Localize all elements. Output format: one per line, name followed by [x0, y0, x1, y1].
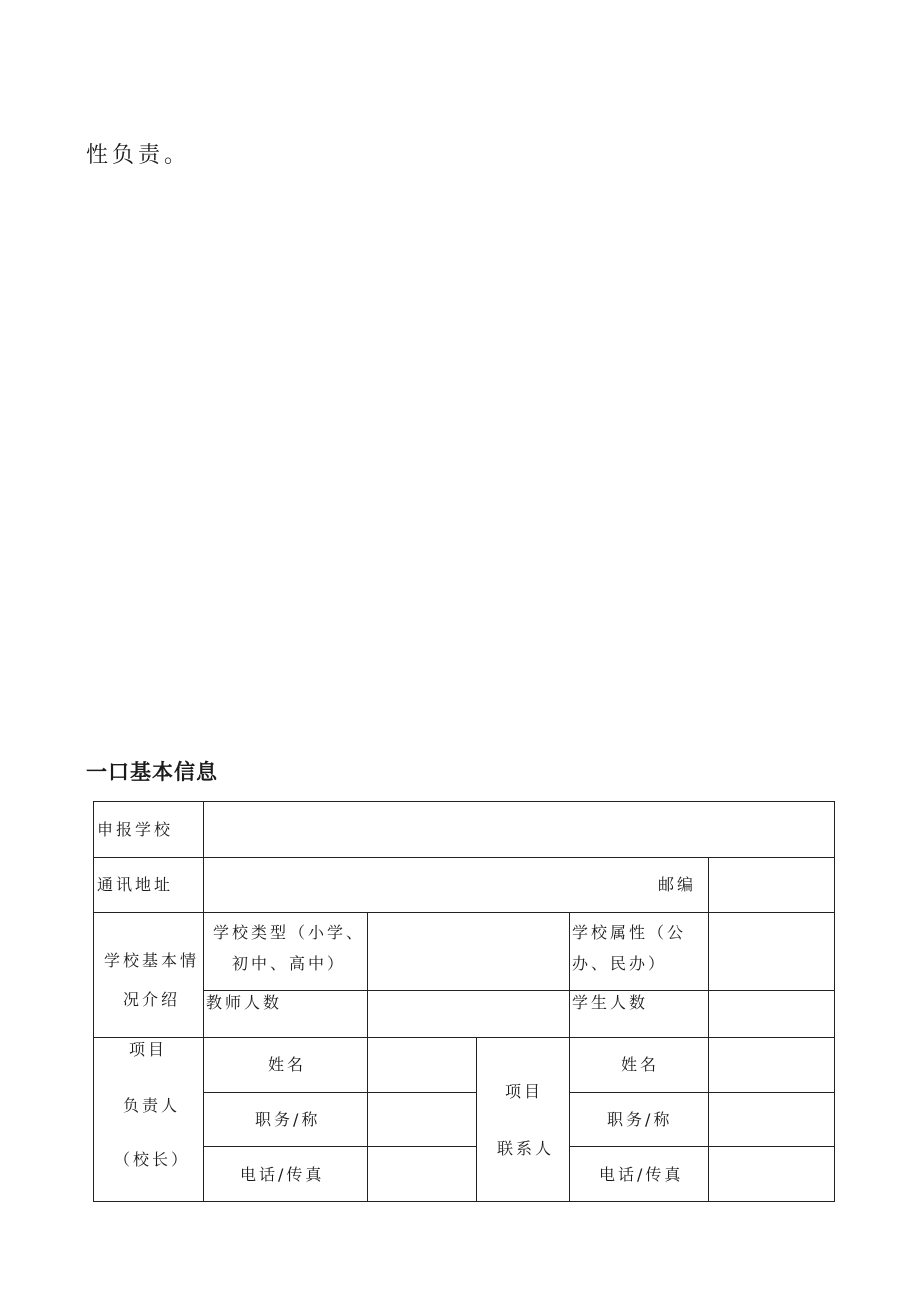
- table-border: [476, 1037, 477, 1202]
- body-text-fragment: 性负责。: [86, 143, 191, 168]
- contact-name-label: 姓名: [621, 1055, 660, 1074]
- table-border: [93, 1201, 835, 1202]
- table-border: [834, 801, 835, 1202]
- table-border: [569, 912, 570, 1202]
- address-label: 通讯地址: [97, 875, 174, 894]
- leader-title-field[interactable]: [368, 1093, 476, 1146]
- school-type-label-line1: 学校类型（小学、: [213, 923, 366, 942]
- students-value-field[interactable]: [709, 991, 834, 1037]
- school-label: 申报学校: [97, 820, 174, 839]
- leader-name-label: 姓名: [268, 1055, 307, 1074]
- leader-label-line1: 项目: [129, 1040, 168, 1059]
- address-value-field[interactable]: [204, 858, 644, 912]
- school-type-label-line2: 初中、高中）: [232, 954, 347, 973]
- leader-label-line3: （校长）: [114, 1150, 191, 1169]
- school-info-label-line2: 况介绍: [123, 990, 181, 1009]
- leader-title-label: 职务/称: [255, 1110, 321, 1129]
- teachers-value-field[interactable]: [368, 991, 569, 1037]
- school-attr-value-field[interactable]: [709, 913, 834, 990]
- contact-name-field[interactable]: [709, 1038, 834, 1092]
- postcode-value-field[interactable]: [709, 858, 834, 912]
- contact-label-line1: 项目: [505, 1082, 544, 1101]
- contact-title-label: 职务/称: [607, 1110, 673, 1129]
- school-value-field[interactable]: [204, 802, 834, 857]
- contact-label-line2: 联系人: [497, 1139, 555, 1158]
- contact-phone-field[interactable]: [709, 1147, 834, 1201]
- leader-phone-field[interactable]: [368, 1147, 476, 1201]
- school-type-value-field[interactable]: [368, 913, 569, 990]
- table-border: [93, 801, 94, 1202]
- teachers-label: 教师人数: [206, 993, 283, 1012]
- school-attr-label-line2: 办、民办）: [572, 954, 668, 973]
- postcode-label: 邮编: [658, 875, 697, 894]
- leader-phone-label: 电话/传真: [240, 1165, 325, 1184]
- contact-phone-label: 电话/传真: [599, 1165, 684, 1184]
- school-attr-label-line1: 学校属性（公: [572, 923, 687, 942]
- leader-name-field[interactable]: [368, 1038, 476, 1092]
- school-info-label-line1: 学校基本情: [104, 951, 200, 970]
- section-heading: 一口基本信息: [86, 760, 218, 784]
- contact-title-field[interactable]: [709, 1093, 834, 1146]
- leader-label-line2: 负责人: [123, 1096, 181, 1115]
- students-label: 学生人数: [572, 993, 649, 1012]
